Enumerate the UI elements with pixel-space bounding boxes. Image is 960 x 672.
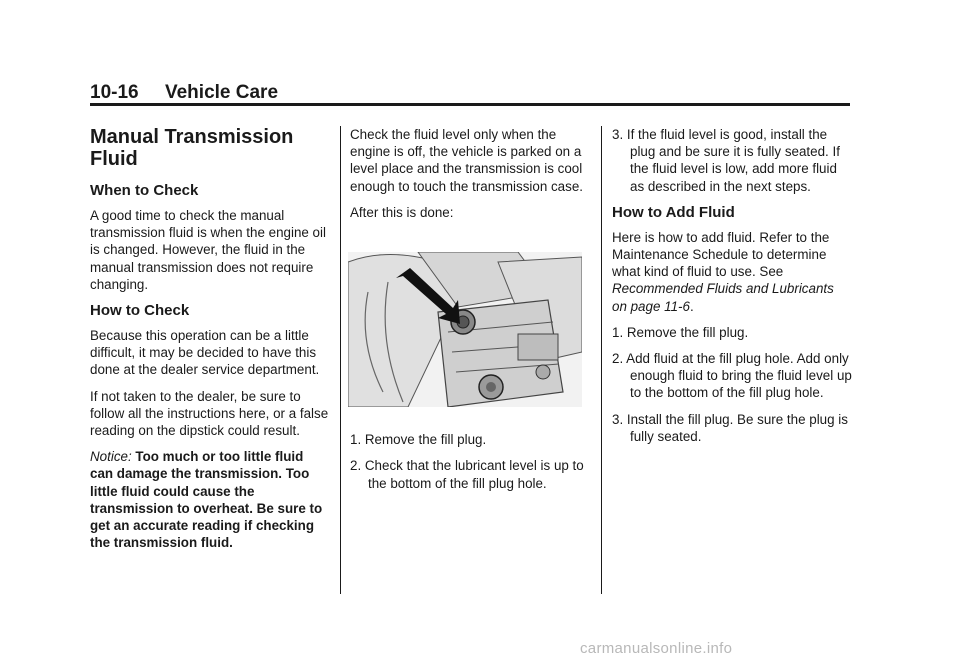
illustration-drain-plug-center [486,382,496,392]
add-step-3: 3. Install the fill plug. Be sure the plug is fully seated. [612,411,848,444]
when-to-check-heading: When to Check [90,182,199,199]
notice-label: Notice: [90,449,132,465]
column-1 [90,126,330,560]
notice [90,448,330,551]
how-to-check-paragraph-2: If not taken to the dealer, be sure to follow all the instructions here, or a false reading on the dipstick could result. [90,388,329,439]
column-3 [612,126,852,454]
add-step-1: 1. Remove the fill plug. [612,324,749,340]
illustration-bolt-right [536,365,550,379]
how-to-add-fluid-heading: How to Add Fluid [612,203,735,221]
add-fluid-period: . [689,298,694,314]
after-done-paragraph: After this is done: [350,204,454,220]
illustration-bracket [518,334,558,360]
how-to-check-heading: How to Check [90,302,190,320]
col3-step-3: 3. If the fluid level is good, install the plug and be sure it is fully seated. If the fluid level is low, add more fluid as described in the next steps. [612,127,840,194]
how-to-check-paragraph-1: Because this operation can be a little difficult, it may be decided to have this done at the dealer service department. [90,328,320,378]
header-rule [90,103,850,106]
transmission-fill-plug-illustration [348,252,582,407]
add-fluid-text: Here is how to add fluid. Refer to the Maintenance Schedule to determine what kind of fluid to use. See [612,229,830,280]
how-to-add-fluid-paragraph [612,229,852,315]
col2-step-1: 1. Remove the fill plug. [350,432,487,448]
page-header [90,82,850,104]
notice-text: Too much or too little fluid can damage the transmission. Too little fluid could cause the transmission to overheat. Be sure to get an accurate reading if checking the transmission fluid. [90,449,323,551]
when-to-check-text: A good time to check the manual transmission fluid is when the engine oil is changed. However, the fluid in the manual transmission does not require changing. [90,208,326,292]
column-divider-1 [340,126,341,594]
column-2 [350,126,590,501]
section-title: Manual Transmission Fluid [90,126,294,170]
watermark: carmanualsonline.info [580,640,733,657]
recommended-fluids-reference: Recommended Fluids and Lubricants on page 11-6 [612,281,834,314]
check-conditions-paragraph: Check the fluid level only when the engine is off, the vehicle is parked on a level place and the transmission is cool enough to touch the transmission case. [350,127,583,194]
add-step-2: 2. Add fluid at the fill plug hole. Add only enough fluid to bring the fluid level up to the bottom of the fill plug hole. [612,351,852,401]
col2-step-2: 2. Check that the lubricant level is up to the bottom of the fill plug hole. [350,458,584,491]
page-header-title: 10-16 Vehicle Care [90,82,279,103]
column-divider-2 [601,126,602,594]
